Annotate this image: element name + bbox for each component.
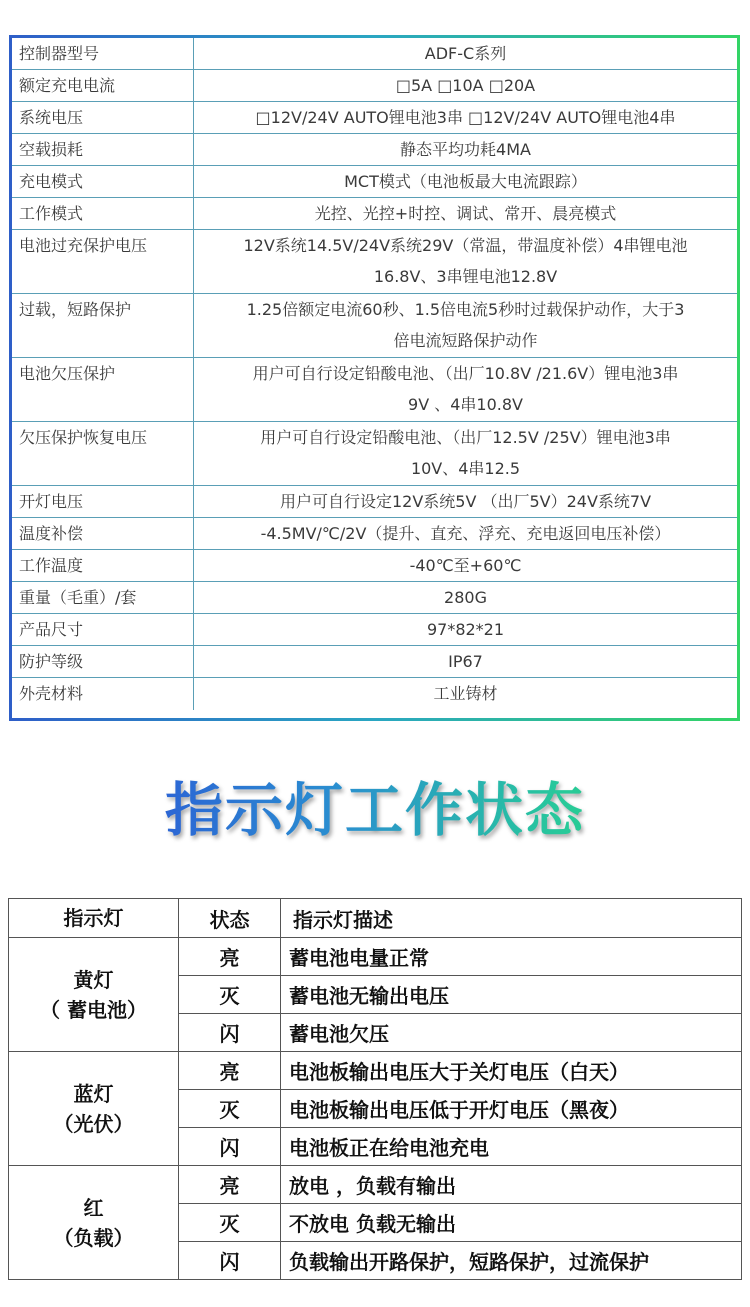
spec-value-line: 280G — [444, 588, 487, 607]
header-state: 状态 — [179, 899, 281, 938]
state-cell: 闪 — [179, 1014, 281, 1052]
spec-value — [194, 614, 737, 646]
light-name: 蓝灯 — [73, 1081, 114, 1106]
indicator-header-row — [9, 899, 742, 938]
desc-cell: 负载输出开路保护，短路保护，过流保护 — [281, 1242, 742, 1280]
desc-cell: 电池板输出电压低于开灯电压（黑夜） — [281, 1090, 742, 1128]
section-heading: 指示灯工作状态 — [0, 770, 750, 850]
desc-cell: 蓄电池欠压 — [281, 1014, 742, 1052]
spec-value — [194, 102, 737, 134]
indicator-row — [9, 1166, 742, 1204]
spec-value-line: MCT模式（电池板最大电流跟踪） — [344, 172, 587, 191]
spec-value — [194, 166, 737, 198]
desc-cell: 电池板输出电压大于关灯电压（白天） — [281, 1052, 742, 1090]
spec-value-line: 16.8V、3串锂电池12.8V — [373, 267, 558, 286]
spec-label: 产品尺寸 — [12, 614, 194, 646]
spec-value-line: 用户可自行设定铅酸电池、（出厂12.5V /25V）锂电池3串 — [260, 428, 671, 447]
light-sub: （光伏） — [53, 1111, 134, 1136]
spec-value-line: 97*82*21 — [426, 620, 505, 639]
spec-value-line: 静态平均功耗4MA — [400, 140, 531, 159]
header-desc: 指示灯描述 — [281, 899, 742, 938]
spec-value — [194, 38, 737, 70]
desc-cell: 蓄电池无输出电压 — [281, 976, 742, 1014]
desc-cell: 电池板正在给电池充电 — [281, 1128, 742, 1166]
light-name-cell — [9, 1166, 179, 1280]
spec-grid — [12, 38, 737, 718]
spec-value-line: □12V/24V AUTO锂电池3串 □12V/24V AUTO锂电池4串 — [255, 108, 676, 127]
state-cell: 灭 — [179, 1204, 281, 1242]
state-cell: 亮 — [179, 1166, 281, 1204]
spec-label: 重量（毛重）/套 — [12, 582, 194, 614]
state-cell: 亮 — [179, 938, 281, 976]
state-cell: 闪 — [179, 1242, 281, 1280]
spec-label: 控制器型号 — [12, 38, 194, 70]
spec-value-line: 12V系统14.5V/24V系统29V（常温，带温度补偿）4串锂电池 — [243, 236, 688, 255]
spec-value — [194, 486, 737, 518]
spec-value — [194, 646, 737, 678]
spec-value — [194, 134, 737, 166]
spec-label: 防护等级 — [12, 646, 194, 678]
spec-value — [194, 582, 737, 614]
light-sub: （ 蓄电池） — [40, 997, 147, 1022]
state-cell: 灭 — [179, 976, 281, 1014]
spec-label: 过载，短路保护 — [12, 294, 194, 358]
spec-value — [194, 678, 737, 710]
spec-value — [194, 70, 737, 102]
spec-value — [194, 230, 737, 294]
state-cell: 亮 — [179, 1052, 281, 1090]
desc-cell: 放电 ，负载有输出 — [281, 1166, 742, 1204]
spec-value-line: 9V 、4串10.8V — [408, 395, 523, 414]
desc-cell: 蓄电池电量正常 — [281, 938, 742, 976]
spec-value-line: -40℃至+60℃ — [409, 556, 522, 575]
spec-value-line: □5A □10A □20A — [395, 76, 536, 95]
spec-label: 电池欠压保护 — [12, 358, 194, 422]
spec-label: 开灯电压 — [12, 486, 194, 518]
state-cell: 闪 — [179, 1128, 281, 1166]
spec-value-line: 1.25倍额定电流60秒、1.5倍电流5秒时过载保护动作，大于3 — [246, 300, 685, 319]
spec-value — [194, 358, 737, 422]
header-light: 指示灯 — [9, 899, 179, 938]
spec-value-line: 光控、光控+时控、调试、常开、晨亮模式 — [314, 204, 617, 223]
light-sub: （负载） — [53, 1225, 134, 1250]
indicator-row — [9, 1052, 742, 1090]
spec-value-line: 用户可自行设定铅酸电池、（出厂10.8V /21.6V）锂电池3串 — [252, 364, 679, 383]
spec-label: 空载损耗 — [12, 134, 194, 166]
light-name: 黄灯 — [73, 967, 114, 992]
spec-label: 欠压保护恢复电压 — [12, 422, 194, 486]
spec-value-line: 用户可自行设定12V系统5V （出厂5V）24V系统7V — [279, 492, 652, 511]
spec-label: 温度补偿 — [12, 518, 194, 550]
spec-value-line: 10V、4串12.5 — [410, 459, 521, 478]
light-name-cell — [9, 1052, 179, 1166]
spec-value-line: 工业铸材 — [433, 684, 498, 703]
spec-label: 工作模式 — [12, 198, 194, 230]
state-cell: 灭 — [179, 1090, 281, 1128]
spec-value — [194, 518, 737, 550]
light-name-cell — [9, 938, 179, 1052]
indicator-table — [8, 898, 742, 1280]
light-name: 红 — [83, 1195, 104, 1220]
indicator-row — [9, 938, 742, 976]
desc-cell: 不放电 负载无输出 — [281, 1204, 742, 1242]
spec-value-line: IP67 — [448, 652, 483, 671]
spec-value — [194, 422, 737, 486]
spec-value-line: -4.5MV/℃/2V（提升、直充、浮充、充电返回电压补偿） — [260, 524, 671, 543]
spec-value — [194, 550, 737, 582]
spec-label: 系统电压 — [12, 102, 194, 134]
spec-label: 充电模式 — [12, 166, 194, 198]
spec-label: 外壳材料 — [12, 678, 194, 710]
spec-value — [194, 198, 737, 230]
spec-label: 电池过充保护电压 — [12, 230, 194, 294]
spec-label: 工作温度 — [12, 550, 194, 582]
spec-label: 额定充电电流 — [12, 70, 194, 102]
spec-value — [194, 294, 737, 358]
spec-value-line: 倍电流短路保护动作 — [393, 331, 538, 350]
spec-table — [9, 35, 740, 721]
spec-value-line: ADF-C系列 — [424, 44, 507, 63]
